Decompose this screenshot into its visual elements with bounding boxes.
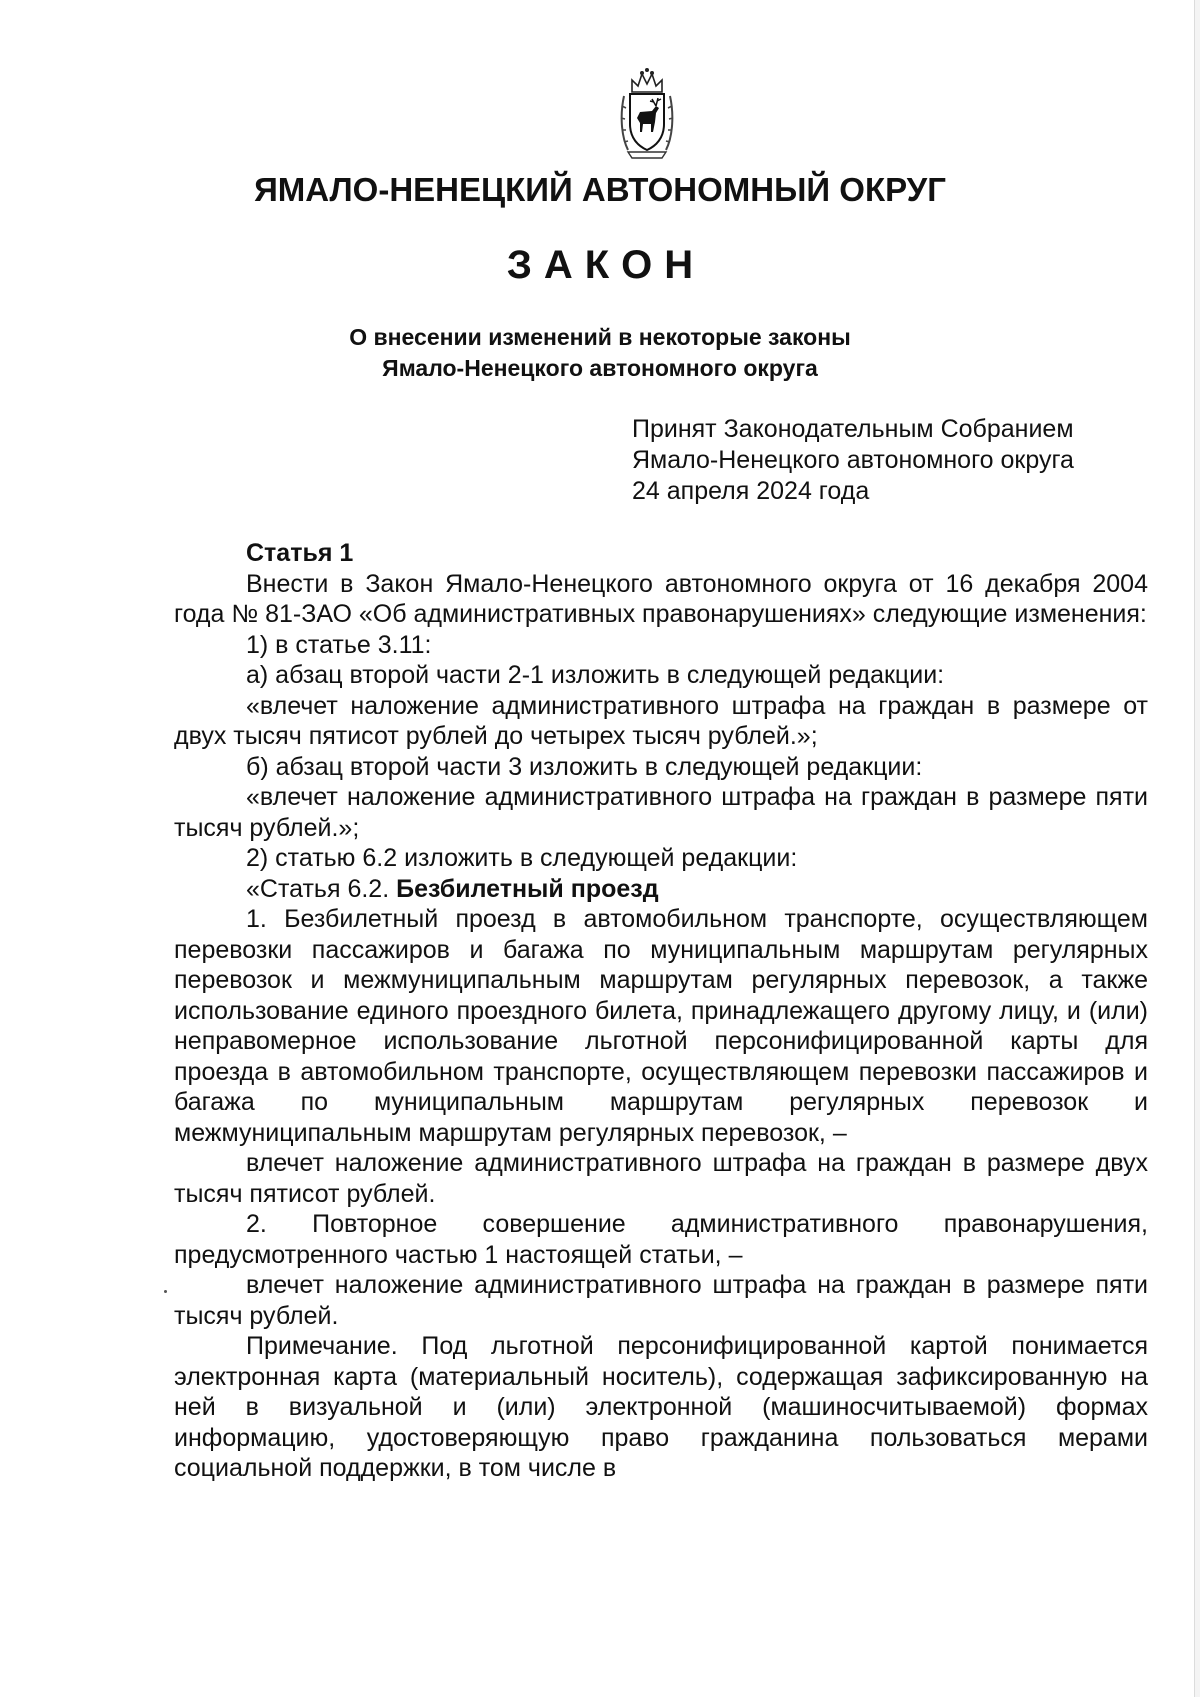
paragraph: 2) статью 6.2 изложить в следующей редакции:: [246, 844, 798, 872]
document-type: ЗАКОН: [506, 243, 706, 287]
paragraph: влечет наложение административного штрафа на граждан в размере пяти тысяч рублей.: [174, 1271, 1148, 1330]
yanao-coat-of-arms-icon: [618, 66, 676, 160]
article-6-2-heading: [174, 874, 1148, 905]
note-paragraph: Примечание. Под льготной персонифицированной картой понимается электронная карта (материальный носитель), содержащая зафиксированную на ней в визуальной и (или) электронной (машиносчитываемой) формах информацию, удостоверяющую право гражданина пользоваться мерами социальной поддержки, в том числе в: [174, 1332, 1148, 1482]
adoption-date: 24 апреля 2024 года: [632, 477, 870, 505]
page-edge: [1194, 0, 1200, 1697]
paragraph: б) абзац второй части 3 изложить в следующей редакции:: [246, 752, 923, 781]
adoption-block: [632, 414, 1152, 507]
paragraph: 2. Повторное совершение административного правонарушения, предусмотренного частью 1 настоящей статьи, –: [174, 1210, 1148, 1269]
paragraph: а) абзац второй части 2-1 изложить в следующей редакции:: [246, 661, 945, 689]
law-subject-line: Ямало-Ненецкого автономного округа: [382, 355, 818, 381]
law-subject-line: О внесении изменений в некоторые законы: [349, 324, 851, 350]
adoption-line: Ямало-Ненецкого автономного округа: [632, 446, 1074, 474]
paragraph: Внести в Закон Ямало-Ненецкого автономного округа от 16 декабря 2004 года № 81-ЗАО «Об административных правонарушениях» следующие изменения:: [174, 569, 1148, 628]
article-6-2-title: Безбилетный проезд: [396, 874, 659, 903]
article-6-2-prefix: «Статья 6.2.: [246, 874, 397, 903]
paragraph: «влечет наложение административного штрафа на граждан в размере от двух тысяч пятисот рублей до четырех тысяч рублей.»;: [174, 691, 1148, 750]
paragraph: 1) в статье 3.11:: [246, 630, 432, 659]
paragraph: «влечет наложение административного штрафа на граждан в размере пяти тысяч рублей.»;: [174, 783, 1148, 842]
region-title: ЯМАЛО-НЕНЕЦКИЙ АВТОНОМНЫЙ ОКРУГ: [254, 171, 946, 208]
adoption-line: Принят Законодательным Собранием: [632, 415, 1074, 443]
paragraph: 1. Безбилетный проезд в автомобильном транспорте, осуществляющем перевозки пассажиров и багажа по муниципальным маршрутам регулярных перевозок и межмуниципальным маршрутам регулярных перевозок, а также использование единого проездного билета, принадлежащего другому лицу, и (или) неправомерное использование льготной персонифицированной карты для проезда в автомобильном транспорте, осуществляющем перевозки пассажиров и багажа по муниципальным маршрутам регулярных перевозок и межмуниципальным маршрутам регулярных перевозок, –: [174, 905, 1148, 1147]
paragraph: влечет наложение административного штрафа на граждан в размере двух тысяч пятисот рублей.: [174, 1149, 1148, 1208]
law-subject: [150, 322, 1050, 384]
article-heading: Статья 1: [246, 539, 354, 567]
article-1-body: [174, 538, 1148, 1484]
scan-speck: [164, 1290, 167, 1293]
